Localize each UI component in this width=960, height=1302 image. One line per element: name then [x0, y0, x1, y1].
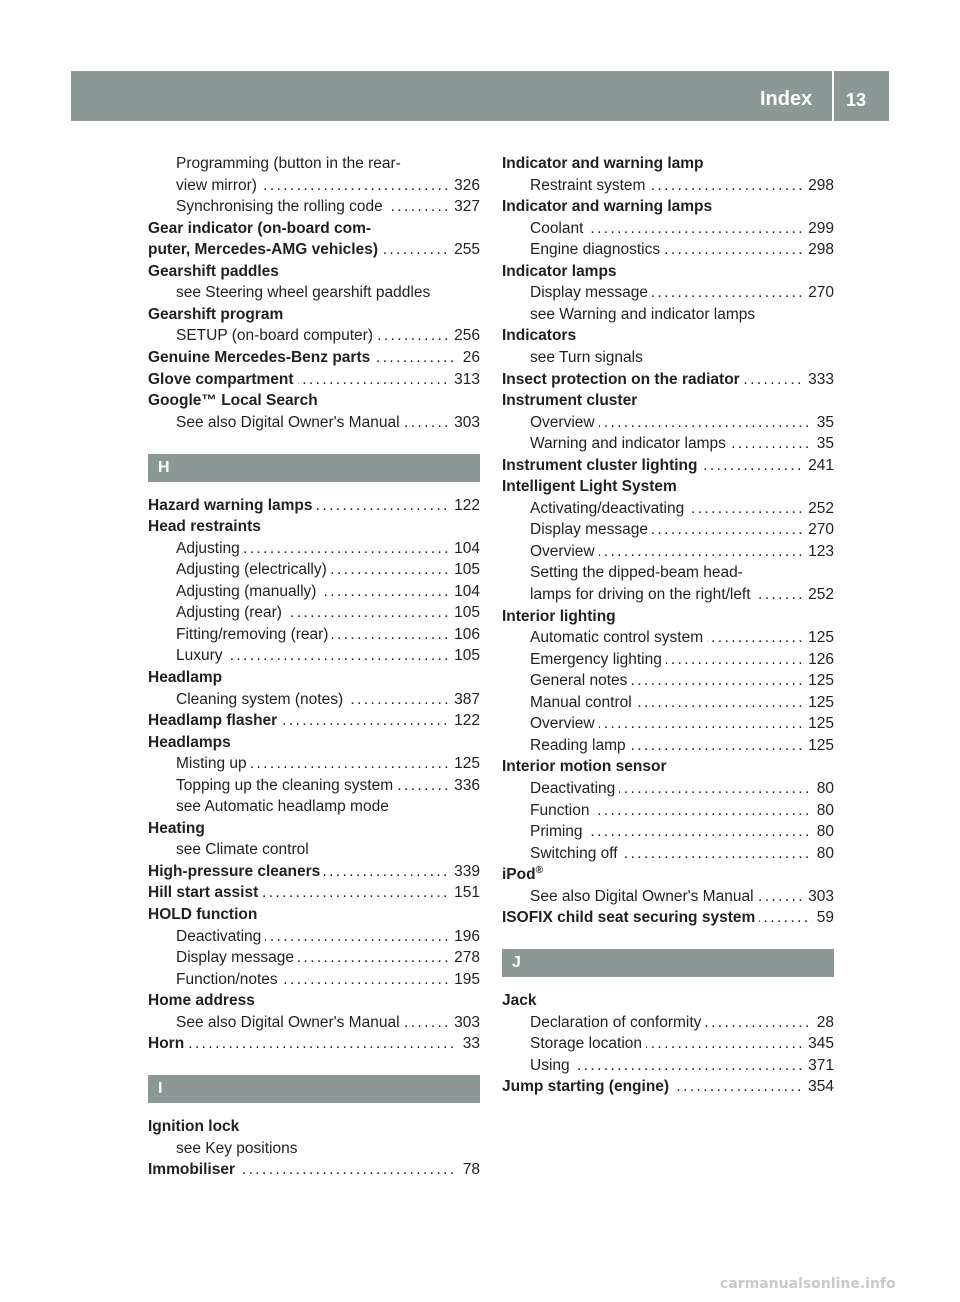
entry-text: General notes	[530, 670, 631, 692]
entry-page-number[interactable]: 106	[449, 624, 480, 646]
index-subentry[interactable]	[530, 175, 834, 197]
entry-page-number[interactable]: 256	[449, 325, 480, 347]
index-entry[interactable]	[502, 369, 834, 391]
index-subentry[interactable]	[176, 325, 480, 347]
entry-page-number[interactable]: 327	[449, 196, 480, 218]
index-subentry[interactable]	[176, 775, 480, 797]
entry-text: Manual control	[530, 692, 636, 714]
index-subentry[interactable]	[530, 627, 834, 649]
entry-text: Deactivating	[176, 926, 265, 948]
entry-page-number[interactable]: 122	[449, 710, 480, 732]
entry-text: Immobiliser	[148, 1159, 239, 1181]
index-entry	[148, 667, 480, 689]
header-divider	[832, 71, 834, 121]
index-entry[interactable]	[148, 1033, 480, 1055]
index-subentry[interactable]	[176, 538, 480, 560]
entry-text: Emergency lighting	[530, 649, 666, 671]
index-subentry[interactable]	[530, 713, 834, 735]
entry-page-number[interactable]: 80	[812, 843, 834, 865]
entry-text: Headlamp flasher	[148, 710, 281, 732]
index-entry[interactable]	[148, 882, 480, 904]
index-subentry[interactable]	[530, 1055, 834, 1077]
entry-page-number[interactable]: 105	[449, 645, 480, 667]
entry-text: lamps for driving on the right/left	[530, 584, 755, 606]
entry-text: Overview	[530, 412, 599, 434]
page-number: 13	[846, 90, 867, 110]
entry-page-number[interactable]: 345	[803, 1033, 834, 1055]
entry-text: See also Digital Owner's Manual	[176, 412, 404, 434]
entry-page-number[interactable]: 298	[803, 239, 834, 261]
entry-text: Headlamp	[148, 668, 223, 686]
index-subentry	[530, 347, 834, 369]
index-entry[interactable]	[148, 861, 480, 883]
index-entry	[502, 864, 834, 886]
entry-page-number[interactable]: 371	[803, 1055, 834, 1077]
index-subentry[interactable]	[530, 1033, 834, 1055]
watermark-logo: carmanualsonline.info	[720, 1276, 896, 1292]
entry-text: iPod®	[502, 864, 543, 884]
entry-text: Google™ Local Search	[148, 392, 318, 410]
index-entry[interactable]	[148, 710, 480, 732]
index-subentry[interactable]	[176, 689, 480, 711]
entry-text: Display message	[530, 519, 652, 541]
entry-text: Horn	[148, 1033, 188, 1055]
entry-page-number[interactable]: 313	[449, 369, 480, 391]
entry-page-number[interactable]: 125	[803, 627, 834, 649]
index-subentry[interactable]	[530, 584, 834, 606]
entry-page-number[interactable]: 80	[812, 800, 834, 822]
entry-text: Display message	[530, 282, 652, 304]
index-entry	[148, 904, 480, 926]
index-entry	[148, 990, 480, 1012]
index-subentry[interactable]	[176, 602, 480, 624]
entry-text: Hill start assist	[148, 882, 262, 904]
entry-text: Ignition lock	[148, 1118, 240, 1136]
index-entry	[148, 304, 480, 326]
index-subentry[interactable]	[176, 969, 480, 991]
entry-text: see Key positions	[176, 1139, 298, 1157]
entry-text: Instrument cluster lighting	[502, 455, 701, 477]
entry-text: Glove compartment	[148, 369, 298, 391]
entry-page-number[interactable]: 339	[449, 861, 480, 883]
entry-text: Deactivating	[530, 778, 619, 800]
entry-page-number[interactable]: 80	[812, 778, 834, 800]
entry-text: See also Digital Owner's Manual	[530, 886, 758, 908]
entry-page-number[interactable]: 26	[458, 347, 480, 369]
entry-text: Hazard warning lamps	[148, 495, 317, 517]
entry-page-number[interactable]: 298	[803, 175, 834, 197]
entry-page-number[interactable]: 303	[449, 1012, 480, 1034]
header-section-title: Index	[760, 88, 813, 110]
index-entry[interactable]	[148, 1159, 480, 1181]
entry-text: Instrument cluster	[502, 392, 638, 410]
entry-text: Indicator and warning lamps	[502, 198, 713, 216]
entry-text: Home address	[148, 992, 255, 1010]
index-subentry[interactable]	[176, 196, 480, 218]
entry-text: Gear indicator (on-board com-	[148, 219, 372, 237]
entry-text: Fitting/removing (rear)	[176, 624, 332, 646]
index-subentry[interactable]	[176, 753, 480, 775]
index-subentry[interactable]	[530, 649, 834, 671]
index-entry[interactable]	[148, 495, 480, 517]
entry-text: Indicators	[502, 327, 577, 345]
index-subentry[interactable]	[530, 886, 834, 908]
entry-page-number[interactable]: 336	[449, 775, 480, 797]
entry-page-number[interactable]: 252	[803, 498, 834, 520]
entry-text: Priming	[530, 821, 587, 843]
index-entry[interactable]	[148, 347, 480, 369]
index-subentry[interactable]	[176, 645, 480, 667]
index-subentry[interactable]	[530, 498, 834, 520]
entry-text: Engine diagnostics	[530, 239, 664, 261]
entry-text: Misting up	[176, 753, 251, 775]
entry-text: Heating	[148, 819, 205, 837]
entry-text: Function	[530, 800, 593, 822]
entry-text: Switching off	[530, 843, 622, 865]
index-entry	[502, 390, 834, 412]
entry-page-number[interactable]: 333	[803, 369, 834, 391]
entry-text: Warning and indicator lamps	[530, 433, 730, 455]
entry-page-number[interactable]: 123	[803, 541, 834, 563]
entry-text: Display message	[176, 947, 298, 969]
entry-text: Declaration of conformity	[530, 1012, 705, 1034]
entry-text: Intelligent Light System	[502, 478, 677, 496]
entry-text: view mirror)	[176, 175, 261, 197]
entry-text: Interior lighting	[502, 607, 616, 625]
entry-text: Automatic control system	[530, 627, 707, 649]
index-entry	[148, 261, 480, 283]
index-entry	[502, 325, 834, 347]
index-entry	[502, 990, 834, 1012]
index-subentry[interactable]	[530, 1012, 834, 1034]
entry-text: HOLD function	[148, 906, 258, 923]
entry-text: Overview	[530, 713, 599, 735]
index-entry	[502, 261, 834, 283]
index-subentry[interactable]	[176, 624, 480, 646]
entry-page-number[interactable]: 122	[449, 495, 480, 517]
entry-text: see Turn signals	[530, 348, 643, 366]
entry-text: Storage location	[530, 1033, 646, 1055]
index-entry	[148, 1116, 480, 1138]
leader-dots	[148, 1033, 480, 1055]
index-subentry[interactable]	[176, 175, 480, 197]
entry-text: see Climate control	[176, 841, 309, 859]
entry-page-number[interactable]: 270	[803, 519, 834, 541]
index-entry[interactable]	[502, 907, 834, 929]
entry-text: Programming (button in the rear-	[176, 155, 401, 172]
index-subentry	[530, 304, 834, 326]
section-header-h: H	[148, 454, 480, 482]
index-entry	[502, 476, 834, 498]
entry-text: Luxury	[176, 645, 227, 667]
entry-text: Jack	[502, 992, 537, 1010]
entry-text: Function/notes	[176, 969, 282, 991]
index-subentry[interactable]	[530, 412, 834, 434]
entry-page-number[interactable]: 125	[803, 692, 834, 714]
entry-page-number[interactable]: 33	[458, 1033, 480, 1055]
index-subentry[interactable]	[530, 843, 834, 865]
entry-page-number[interactable]: 35	[812, 412, 834, 434]
entry-text: Insect protection on the radiator	[502, 369, 744, 391]
index-entry	[502, 606, 834, 628]
entry-page-number[interactable]: 270	[803, 282, 834, 304]
entry-text: Indicator lamps	[502, 262, 617, 280]
index-subentry[interactable]	[530, 670, 834, 692]
entry-text: Activating/deactivating	[530, 498, 688, 520]
entry-page-number[interactable]: 35	[812, 433, 834, 455]
index-entry	[148, 218, 480, 240]
entry-text: Coolant	[530, 218, 587, 240]
entry-page-number[interactable]: 105	[449, 602, 480, 624]
index-subentry[interactable]	[530, 218, 834, 240]
index-entry	[148, 390, 480, 412]
entry-page-number[interactable]: 387	[449, 689, 480, 711]
entry-text: Headlamps	[148, 733, 231, 751]
entry-page-number[interactable]: 252	[803, 584, 834, 606]
entry-page-number[interactable]: 125	[803, 670, 834, 692]
index-subentry	[176, 839, 480, 861]
entry-text: Indicator and warning lamp	[502, 155, 704, 172]
index-subentry[interactable]	[530, 541, 834, 563]
index-subentry[interactable]	[176, 926, 480, 948]
index-subentry[interactable]	[176, 581, 480, 603]
entry-page-number[interactable]: 104	[449, 581, 480, 603]
index-entry	[148, 516, 480, 538]
index-subentry[interactable]	[530, 692, 834, 714]
section-header-i: I	[148, 1075, 480, 1103]
index-subentry[interactable]	[530, 735, 834, 757]
entry-text: Adjusting	[176, 538, 244, 560]
index-subentry[interactable]	[176, 947, 480, 969]
index-subentry[interactable]	[176, 559, 480, 581]
section-header-j: J	[502, 949, 834, 977]
entry-text: Setting the dipped-beam head-	[530, 564, 743, 582]
entry-text: See also Digital Owner's Manual	[176, 1012, 404, 1034]
index-entry	[148, 732, 480, 754]
index-entry[interactable]	[502, 1076, 834, 1098]
entry-text: Using	[530, 1055, 574, 1077]
entry-page-number[interactable]: 28	[812, 1012, 834, 1034]
entry-text: Adjusting (electrically)	[176, 559, 331, 581]
entry-page-number[interactable]: 151	[449, 882, 480, 904]
entry-text: Interior motion sensor	[502, 758, 667, 776]
index-entry[interactable]	[502, 455, 834, 477]
entry-text: see Warning and indicator lamps	[530, 305, 756, 323]
entry-text: Restraint system	[530, 175, 649, 197]
index-entry	[148, 818, 480, 840]
index-subentry[interactable]	[530, 282, 834, 304]
entry-page-number[interactable]: 303	[803, 886, 834, 908]
entry-page-number[interactable]: 125	[449, 753, 480, 775]
index-subentry[interactable]	[176, 412, 480, 434]
registered-mark: ®	[535, 864, 543, 876]
entry-text: Jump starting (engine)	[502, 1076, 673, 1098]
entry-text: Adjusting (rear)	[176, 602, 286, 624]
entry-page-number[interactable]: 278	[449, 947, 480, 969]
index-subentry	[530, 562, 834, 584]
entry-page-number[interactable]: 125	[803, 735, 834, 757]
entry-page-number[interactable]: 195	[449, 969, 480, 991]
entry-page-number[interactable]: 326	[449, 175, 480, 197]
index-subentry[interactable]	[530, 519, 834, 541]
entry-page-number[interactable]: 354	[803, 1076, 834, 1098]
entry-page-number[interactable]: 196	[449, 926, 480, 948]
index-subentry	[176, 1138, 480, 1160]
index-entry	[502, 756, 834, 778]
entry-page-number[interactable]: 59	[812, 907, 834, 929]
entry-text: SETUP (on-board computer)	[176, 325, 377, 347]
entry-text: Head restraints	[148, 518, 261, 536]
entry-page-number[interactable]: 78	[458, 1159, 480, 1181]
entry-text: ISOFIX child seat securing system	[502, 907, 759, 929]
entry-text: Gearshift paddles	[148, 262, 279, 280]
entry-text: Topping up the cleaning system	[176, 775, 397, 797]
index-subentry	[176, 796, 480, 818]
index-subentry[interactable]	[530, 433, 834, 455]
entry-text: Adjusting (manually)	[176, 581, 320, 603]
index-entry	[502, 153, 834, 175]
entry-text: High-pressure cleaners	[148, 861, 324, 883]
index-entry[interactable]	[148, 239, 480, 261]
entry-text: Genuine Mercedes-Benz parts	[148, 347, 374, 369]
index-subentry[interactable]	[530, 821, 834, 843]
index-subentry	[176, 282, 480, 304]
entry-text: Synchronising the rolling code	[176, 196, 387, 218]
entry-text: see Automatic headlamp mode	[176, 798, 389, 816]
entry-page-number[interactable]: 241	[803, 455, 834, 477]
entry-text: Gearshift program	[148, 305, 284, 323]
index-subentry[interactable]	[530, 800, 834, 822]
index-subentry[interactable]	[176, 1012, 480, 1034]
entry-page-number[interactable]: 299	[803, 218, 834, 240]
entry-text: Reading lamp	[530, 735, 630, 757]
entry-page-number[interactable]: 125	[803, 713, 834, 735]
index-subentry[interactable]	[530, 778, 834, 800]
entry-page-number[interactable]: 105	[449, 559, 480, 581]
entry-text: Overview	[530, 541, 599, 563]
entry-text: Cleaning system (notes)	[176, 689, 347, 711]
entry-page-number[interactable]: 255	[449, 239, 480, 261]
leader-dots	[530, 1055, 834, 1077]
entry-page-number[interactable]: 80	[812, 821, 834, 843]
entry-text: see Steering wheel gearshift paddles	[176, 284, 431, 302]
index-subentry[interactable]	[530, 239, 834, 261]
index-entry	[502, 196, 834, 218]
entry-page-number[interactable]: 126	[803, 649, 834, 671]
index-entry[interactable]	[148, 369, 480, 391]
entry-page-number[interactable]: 104	[449, 538, 480, 560]
entry-text: puter, Mercedes-AMG vehicles)	[148, 239, 382, 261]
entry-page-number[interactable]: 303	[449, 412, 480, 434]
index-subentry	[176, 153, 480, 175]
